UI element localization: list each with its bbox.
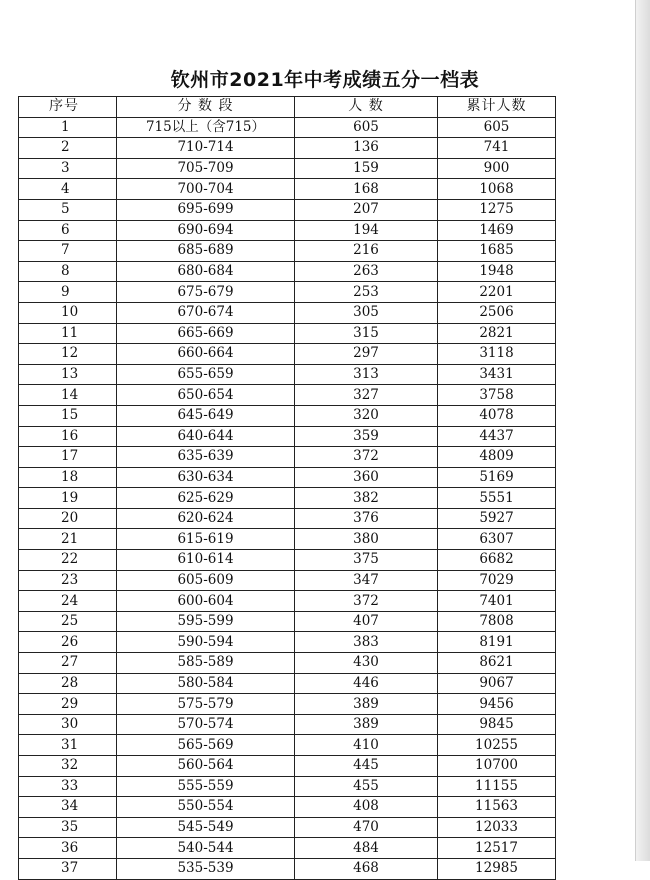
cell-seq: 27 (19, 653, 117, 674)
cell-cumulative: 1068 (438, 179, 556, 200)
cell-seq: 36 (19, 838, 117, 859)
cell-cumulative: 900 (438, 158, 556, 179)
cell-score-range: 555-559 (117, 776, 295, 797)
cell-cumulative: 3431 (438, 364, 556, 385)
table-row (19, 838, 556, 859)
cell-count: 389 (295, 694, 438, 715)
table-row (19, 364, 556, 385)
header-count: 人 数 (295, 97, 438, 118)
cell-count: 168 (295, 179, 438, 200)
table-row (19, 323, 556, 344)
cell-seq: 6 (19, 220, 117, 241)
cell-seq: 17 (19, 447, 117, 468)
cell-seq: 31 (19, 735, 117, 756)
cell-cumulative: 7401 (438, 591, 556, 612)
cell-cumulative: 3758 (438, 385, 556, 406)
table-row (19, 776, 556, 797)
cell-seq: 23 (19, 570, 117, 591)
cell-cumulative: 7808 (438, 611, 556, 632)
cell-score-range: 535-539 (117, 858, 295, 879)
cell-cumulative: 1948 (438, 261, 556, 282)
cell-cumulative: 1685 (438, 241, 556, 262)
table-row (19, 817, 556, 838)
cell-seq: 2 (19, 138, 117, 159)
table-row (19, 179, 556, 200)
cell-count: 320 (295, 405, 438, 426)
cell-cumulative: 9845 (438, 714, 556, 735)
cell-seq: 26 (19, 632, 117, 653)
cell-score-range: 670-674 (117, 302, 295, 323)
table-row (19, 220, 556, 241)
cell-score-range: 570-574 (117, 714, 295, 735)
cell-seq: 25 (19, 611, 117, 632)
cell-cumulative: 605 (438, 117, 556, 138)
cell-seq: 8 (19, 261, 117, 282)
table-row (19, 858, 556, 879)
page-shadow (636, 0, 650, 861)
cell-seq: 35 (19, 817, 117, 838)
cell-count: 359 (295, 426, 438, 447)
cell-cumulative: 3118 (438, 344, 556, 365)
cell-count: 159 (295, 158, 438, 179)
cell-count: 315 (295, 323, 438, 344)
cell-cumulative: 9456 (438, 694, 556, 715)
cell-cumulative: 12985 (438, 858, 556, 879)
cell-seq: 21 (19, 529, 117, 550)
table-header-row (19, 97, 556, 118)
cell-score-range: 565-569 (117, 735, 295, 756)
cell-count: 410 (295, 735, 438, 756)
cell-score-range: 635-639 (117, 447, 295, 468)
table-row (19, 467, 556, 488)
cell-count: 194 (295, 220, 438, 241)
table-row (19, 714, 556, 735)
cell-score-range: 540-544 (117, 838, 295, 859)
cell-count: 445 (295, 756, 438, 777)
cell-score-range: 590-594 (117, 632, 295, 653)
table-row (19, 117, 556, 138)
cell-score-range: 615-619 (117, 529, 295, 550)
cell-seq: 5 (19, 199, 117, 220)
cell-seq: 32 (19, 756, 117, 777)
cell-score-range: 595-599 (117, 611, 295, 632)
cell-count: 446 (295, 673, 438, 694)
table-row (19, 797, 556, 818)
cell-score-range: 585-589 (117, 653, 295, 674)
table-row (19, 447, 556, 468)
table-row (19, 344, 556, 365)
table-row (19, 138, 556, 159)
cell-count: 297 (295, 344, 438, 365)
cell-seq: 1 (19, 117, 117, 138)
cell-cumulative: 6682 (438, 550, 556, 571)
cell-seq: 34 (19, 797, 117, 818)
table-row (19, 735, 556, 756)
cell-seq: 10 (19, 302, 117, 323)
cell-seq: 13 (19, 364, 117, 385)
table-body (19, 117, 556, 879)
cell-cumulative: 7029 (438, 570, 556, 591)
table-row (19, 591, 556, 612)
cell-seq: 4 (19, 179, 117, 200)
cell-score-range: 560-564 (117, 756, 295, 777)
cell-seq: 20 (19, 508, 117, 529)
cell-count: 408 (295, 797, 438, 818)
page-title: 钦州市2021年中考成绩五分一档表 (170, 69, 480, 91)
cell-seq: 15 (19, 405, 117, 426)
cell-count: 327 (295, 385, 438, 406)
table-row (19, 199, 556, 220)
cell-cumulative: 9067 (438, 673, 556, 694)
cell-score-range: 680-684 (117, 261, 295, 282)
table-row (19, 508, 556, 529)
table-row (19, 302, 556, 323)
cell-count: 372 (295, 591, 438, 612)
cell-seq: 12 (19, 344, 117, 365)
cell-count: 470 (295, 817, 438, 838)
cell-count: 263 (295, 261, 438, 282)
cell-seq: 19 (19, 488, 117, 509)
cell-cumulative: 5927 (438, 508, 556, 529)
cell-seq: 29 (19, 694, 117, 715)
table-row (19, 282, 556, 303)
cell-cumulative: 8621 (438, 653, 556, 674)
cell-count: 313 (295, 364, 438, 385)
cell-score-range: 640-644 (117, 426, 295, 447)
cell-score-range: 685-689 (117, 241, 295, 262)
cell-seq: 14 (19, 385, 117, 406)
cell-score-range: 580-584 (117, 673, 295, 694)
cell-cumulative: 12033 (438, 817, 556, 838)
cell-seq: 24 (19, 591, 117, 612)
cell-score-range: 660-664 (117, 344, 295, 365)
cell-count: 484 (295, 838, 438, 859)
header-score-range: 分 数 段 (117, 97, 295, 118)
table-row (19, 426, 556, 447)
cell-cumulative: 12517 (438, 838, 556, 859)
cell-cumulative: 741 (438, 138, 556, 159)
table-row (19, 385, 556, 406)
cell-score-range: 575-579 (117, 694, 295, 715)
table-row (19, 405, 556, 426)
table-row (19, 673, 556, 694)
cell-count: 136 (295, 138, 438, 159)
cell-cumulative: 1469 (438, 220, 556, 241)
cell-score-range: 655-659 (117, 364, 295, 385)
table-row (19, 653, 556, 674)
cell-cumulative: 4437 (438, 426, 556, 447)
cell-seq: 16 (19, 426, 117, 447)
cell-cumulative: 1275 (438, 199, 556, 220)
cell-score-range: 665-669 (117, 323, 295, 344)
table-row (19, 756, 556, 777)
cell-count: 383 (295, 632, 438, 653)
table-row (19, 529, 556, 550)
cell-seq: 30 (19, 714, 117, 735)
cell-count: 372 (295, 447, 438, 468)
cell-count: 375 (295, 550, 438, 571)
cell-seq: 11 (19, 323, 117, 344)
cell-score-range: 630-634 (117, 467, 295, 488)
cell-score-range: 675-679 (117, 282, 295, 303)
cell-count: 382 (295, 488, 438, 509)
cell-cumulative: 2821 (438, 323, 556, 344)
cell-count: 216 (295, 241, 438, 262)
cell-score-range: 650-654 (117, 385, 295, 406)
cell-score-range: 705-709 (117, 158, 295, 179)
cell-seq: 22 (19, 550, 117, 571)
table-row (19, 261, 556, 282)
cell-seq: 9 (19, 282, 117, 303)
cell-score-range: 700-704 (117, 179, 295, 200)
cell-cumulative: 5169 (438, 467, 556, 488)
cell-score-range: 620-624 (117, 508, 295, 529)
header-cumulative: 累计人数 (438, 97, 556, 118)
table-row (19, 611, 556, 632)
cell-cumulative: 6307 (438, 529, 556, 550)
cell-count: 389 (295, 714, 438, 735)
cell-score-range: 550-554 (117, 797, 295, 818)
cell-count: 455 (295, 776, 438, 797)
cell-cumulative: 11563 (438, 797, 556, 818)
table-row (19, 241, 556, 262)
cell-count: 468 (295, 858, 438, 879)
cell-score-range: 610-614 (117, 550, 295, 571)
cell-count: 305 (295, 302, 438, 323)
cell-score-range: 695-699 (117, 199, 295, 220)
cell-cumulative: 10700 (438, 756, 556, 777)
cell-count: 605 (295, 117, 438, 138)
table-row (19, 570, 556, 591)
cell-count: 347 (295, 570, 438, 591)
cell-cumulative: 11155 (438, 776, 556, 797)
cell-score-range: 625-629 (117, 488, 295, 509)
cell-seq: 28 (19, 673, 117, 694)
cell-cumulative: 2506 (438, 302, 556, 323)
cell-count: 360 (295, 467, 438, 488)
cell-seq: 18 (19, 467, 117, 488)
cell-cumulative: 4078 (438, 405, 556, 426)
table-row (19, 158, 556, 179)
cell-cumulative: 2201 (438, 282, 556, 303)
cell-seq: 33 (19, 776, 117, 797)
cell-cumulative: 4809 (438, 447, 556, 468)
cell-count: 407 (295, 611, 438, 632)
cell-score-range: 600-604 (117, 591, 295, 612)
cell-cumulative: 5551 (438, 488, 556, 509)
cell-score-range: 605-609 (117, 570, 295, 591)
score-table (18, 96, 556, 880)
cell-count: 207 (295, 199, 438, 220)
cell-seq: 37 (19, 858, 117, 879)
table-row (19, 550, 556, 571)
cell-count: 253 (295, 282, 438, 303)
header-seq: 序号 (19, 97, 117, 118)
cell-count: 430 (295, 653, 438, 674)
cell-count: 380 (295, 529, 438, 550)
table-row (19, 632, 556, 653)
table-row (19, 694, 556, 715)
table-row (19, 488, 556, 509)
cell-cumulative: 8191 (438, 632, 556, 653)
cell-score-range: 710-714 (117, 138, 295, 159)
cell-seq: 3 (19, 158, 117, 179)
cell-score-range: 545-549 (117, 817, 295, 838)
cell-score-range: 690-694 (117, 220, 295, 241)
cell-score-range: 645-649 (117, 405, 295, 426)
cell-cumulative: 10255 (438, 735, 556, 756)
cell-count: 376 (295, 508, 438, 529)
cell-score-range: 715以上（含715） (117, 117, 295, 138)
cell-seq: 7 (19, 241, 117, 262)
